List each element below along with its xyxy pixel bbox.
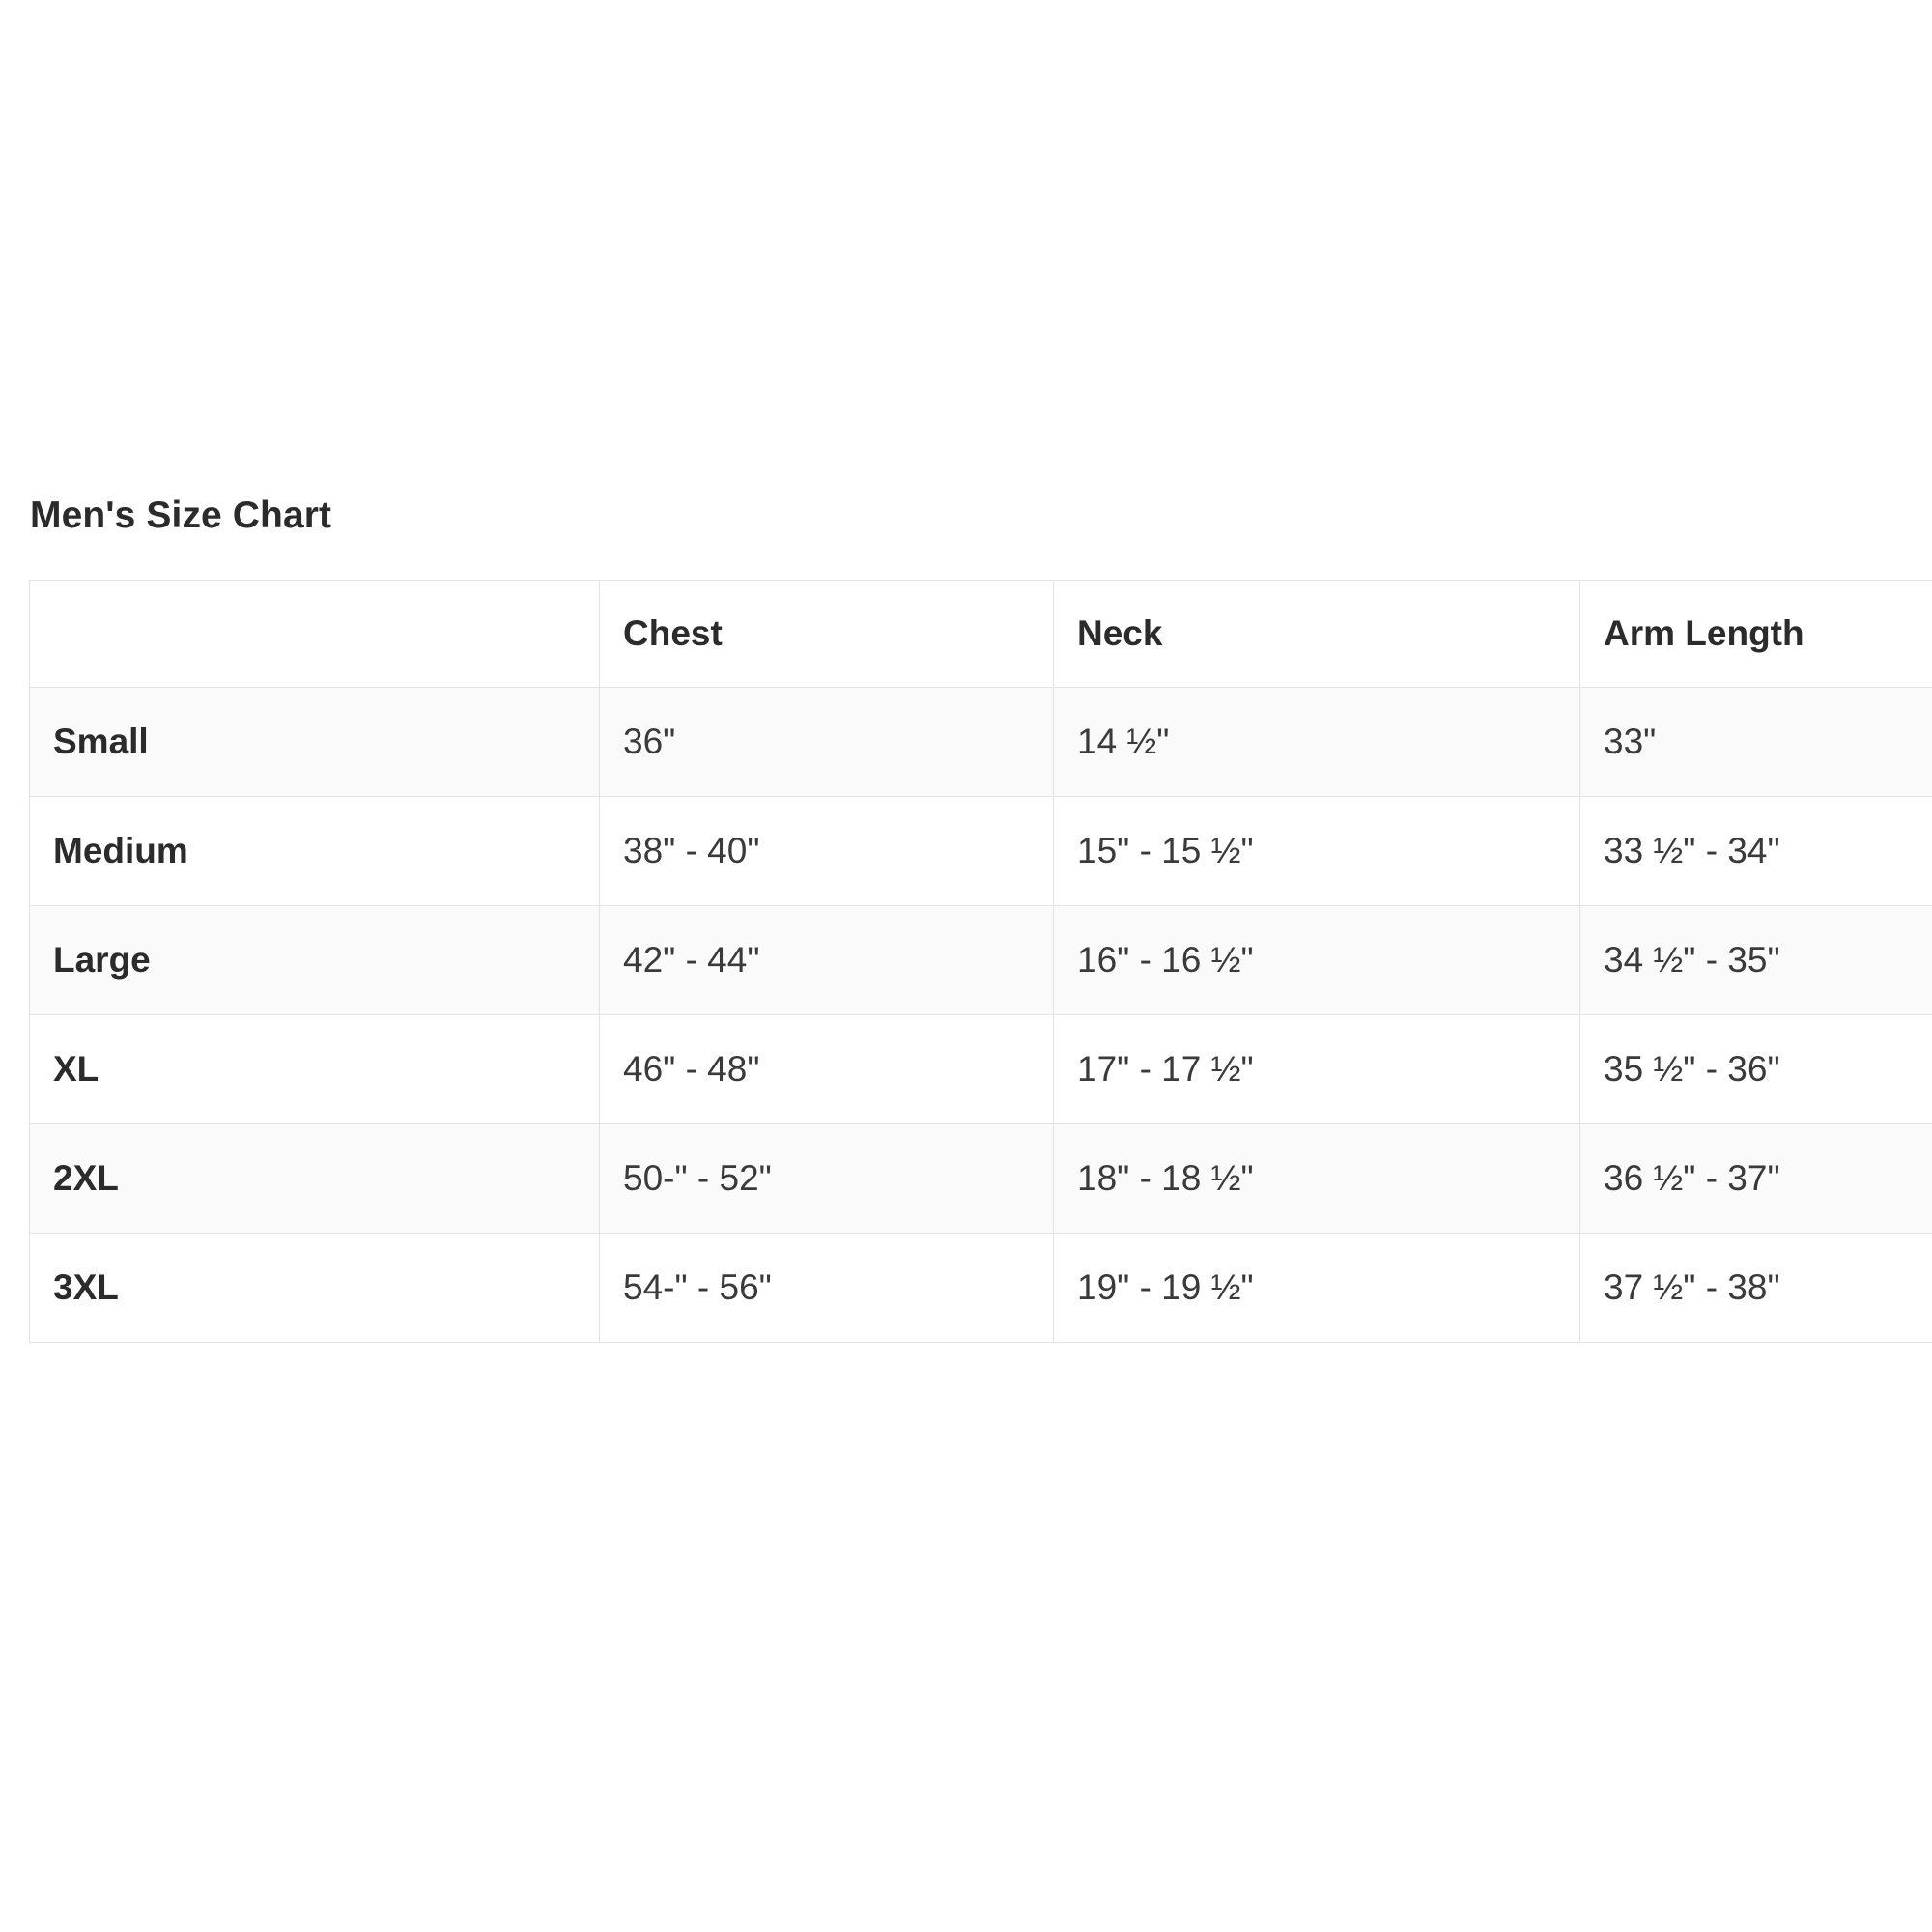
- cell-arm-length: 37 ½" - 38": [1580, 1234, 1932, 1343]
- row-label-2xl: 2XL: [30, 1124, 600, 1234]
- cell-arm-length: 35 ½" - 36": [1580, 1015, 1932, 1124]
- row-label-small: Small: [30, 688, 600, 797]
- row-label-large: Large: [30, 906, 600, 1015]
- cell-neck: 14 ½": [1054, 688, 1580, 797]
- row-label-3xl: 3XL: [30, 1234, 600, 1343]
- table-row: [30, 1124, 1932, 1234]
- table-header: [30, 581, 1932, 688]
- table-row: [30, 688, 1932, 797]
- cell-chest: 46" - 48": [600, 1015, 1054, 1124]
- cell-arm-length: 36 ½" - 37": [1580, 1124, 1932, 1234]
- size-chart-table: [29, 580, 1932, 1343]
- cell-chest: 38" - 40": [600, 797, 1054, 906]
- size-chart-section: [29, 495, 1932, 1343]
- cell-chest: 50-" - 52": [600, 1124, 1054, 1234]
- cell-neck: 15" - 15 ½": [1054, 797, 1580, 906]
- cell-chest: 54-" - 56": [600, 1234, 1054, 1343]
- cell-arm-length: 33": [1580, 688, 1932, 797]
- cell-arm-length: 34 ½" - 35": [1580, 906, 1932, 1015]
- column-header-arm-length: Arm Length: [1580, 581, 1932, 688]
- cell-chest: 42" - 44": [600, 906, 1054, 1015]
- cell-neck: 19" - 19 ½": [1054, 1234, 1580, 1343]
- column-header-size: [30, 581, 600, 688]
- cell-arm-length: 33 ½" - 34": [1580, 797, 1932, 906]
- table-header-row: [30, 581, 1932, 688]
- table-row: [30, 797, 1932, 906]
- cell-neck: 17" - 17 ½": [1054, 1015, 1580, 1124]
- table-row: [30, 906, 1932, 1015]
- table-row: [30, 1234, 1932, 1343]
- row-label-xl: XL: [30, 1015, 600, 1124]
- cell-neck: 18" - 18 ½": [1054, 1124, 1580, 1234]
- page-title: Men's Size Chart: [30, 495, 332, 536]
- table-row: [30, 1015, 1932, 1124]
- row-label-medium: Medium: [30, 797, 600, 906]
- cell-neck: 16" - 16 ½": [1054, 906, 1580, 1015]
- column-header-chest: Chest: [600, 581, 1054, 688]
- column-header-neck: Neck: [1054, 581, 1580, 688]
- table-body: [30, 688, 1932, 1343]
- cell-chest: 36": [600, 688, 1054, 797]
